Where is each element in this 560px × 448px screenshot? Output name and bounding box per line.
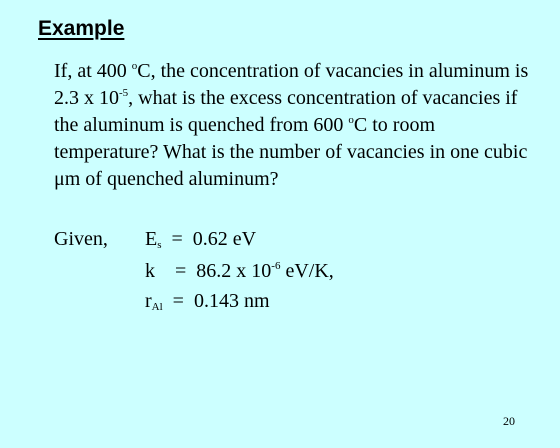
page-number: 20 [503, 414, 515, 428]
unit: eV/K, [280, 260, 334, 282]
given-row-radius [145, 290, 270, 313]
problem-line-3 [54, 112, 549, 139]
text: , what is the excess concentration of vacancies if [128, 87, 518, 109]
text: C, the concentration of vacancies in aluminum is [137, 60, 529, 82]
problem-line-4: temperature? What is the number of vacancies in one cubic [54, 141, 528, 163]
subscript: Al [151, 301, 163, 313]
exponent-superscript: -6 [271, 260, 281, 272]
exponent-superscript: -5 [119, 87, 129, 99]
given-row-energy [145, 228, 256, 251]
value: = 0.62 eV [161, 228, 257, 250]
given-label: Given, [54, 228, 108, 250]
text: 2.3 x 10 [54, 87, 119, 109]
text: C to room [353, 114, 436, 136]
degree-superscript: o [131, 60, 138, 72]
given-row-boltzmann [145, 260, 334, 283]
variable: r [145, 290, 152, 312]
slide-title: Example [38, 17, 125, 40]
value: k = 86.2 x 10 [145, 260, 272, 282]
problem-line-2 [54, 85, 549, 112]
problem-line-1 [54, 58, 549, 85]
variable: E [145, 228, 158, 250]
problem-line-5: μm of quenched aluminum? [54, 168, 279, 190]
degree-superscript: o [348, 114, 354, 126]
value: = 0.143 nm [162, 290, 270, 312]
problem-statement [54, 58, 549, 193]
text: the aluminum is quenched from 600 [54, 114, 349, 136]
subscript: s [157, 239, 162, 251]
text: If, at 400 [54, 60, 132, 82]
